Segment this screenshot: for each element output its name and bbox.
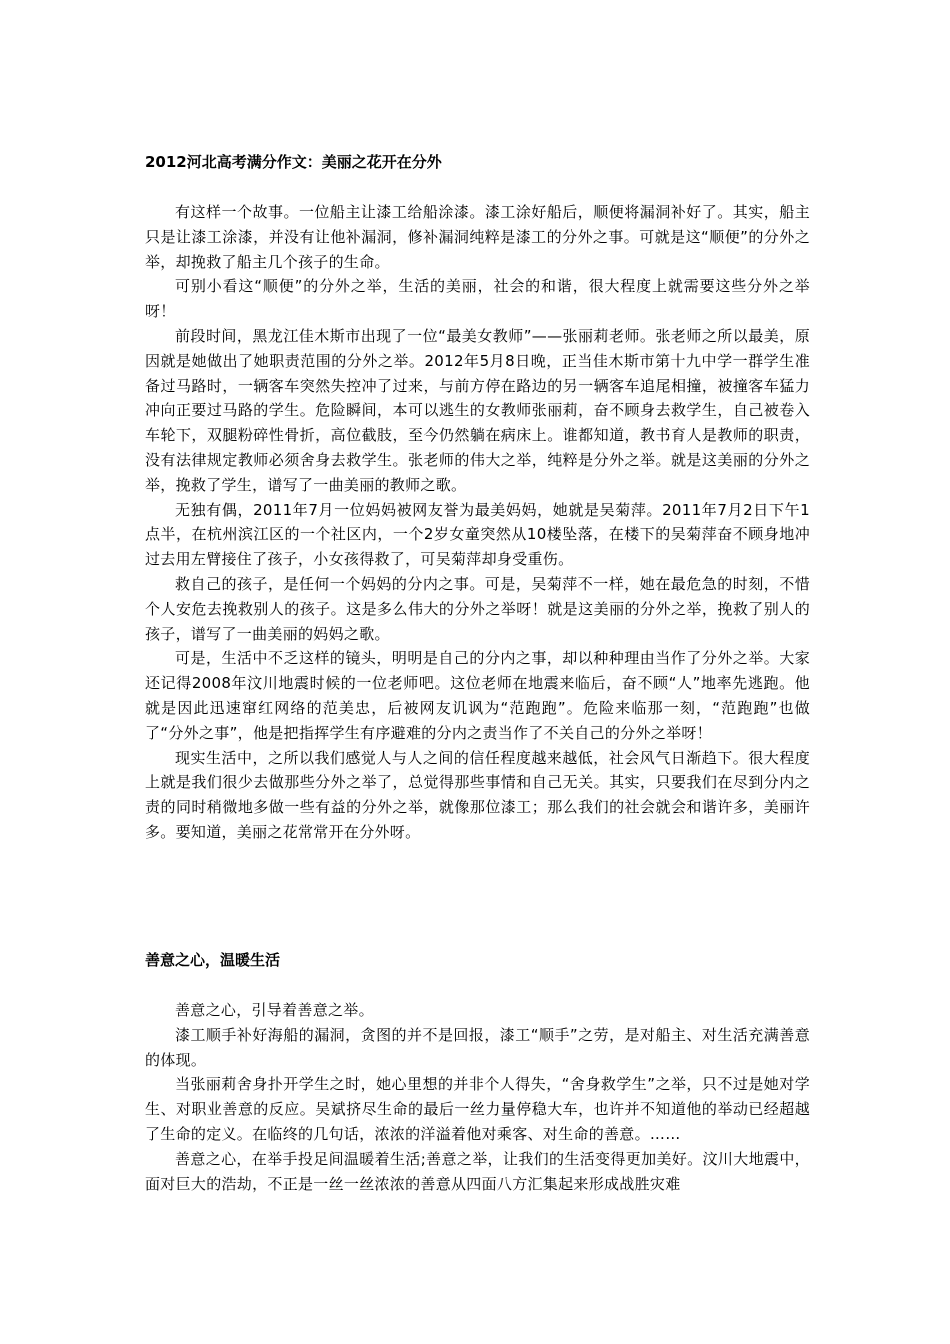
essay-1-paragraph-3: 前段时间，黑龙江佳木斯市出现了一位“最美女教师”——张丽莉老师。张老师之所以最美，原因就是她做出了她职责范围的分外之举。2012年5月8日晚，正当佳木斯市第十九中学一群学生准备过马路时，一辆客车突然失控冲了过来，与前方停在路边的另一辆客车追尾相撞，被撞客车猛力冲向正要过马路的学生。危险瞬间，本可以逃生的女教师张丽莉，奋不顾身去救学生，自己被卷入车轮下，双腿粉碎性骨折，高位截肢，至今仍然躺在病床上。谁都知道，教书育人是教师的职责，没有法律规定教师必须舍身去救学生。张老师的伟大之举，纯粹是分外之举。就是这美丽的分外之举，挽救了学生，谱写了一曲美丽的教师之歌。 — [145, 326, 810, 494]
essay-2-body — [145, 998, 810, 1196]
essay-2-paragraph-4: 善意之心，在举手投足间温暖着生活;善意之举，让我们的生活变得更加美好。汶川大地震中，面对巨大的浩劫，不正是一丝一丝浓浓的善意从四面八方汇集起来形成战胜灾难 — [145, 1149, 810, 1193]
essay-1-title: 2012河北高考满分作文：美丽之花开在分外 — [145, 153, 442, 171]
essay-1-paragraph-7: 现实生活中，之所以我们感觉人与人之间的信任程度越来越低，社会风气日渐趋下。很大程度上就是我们很少去做那些分外之举了，总觉得那些事情和自己无关。其实，只要我们在尽到分内之责的同时稍微地多做一些有益的分外之举，就像那位漆工；那么我们的社会就会和谐许多，美丽许多。要知道，美丽之花常常开在分外呀。 — [145, 748, 810, 841]
essay-2-paragraph-1: 善意之心，引导着善意之举。 — [175, 1001, 374, 1019]
essay-2-paragraph-2: 漆工顺手补好海船的漏洞，贪图的并不是回报，漆工“顺手”之劳，是对船主、对生活充满善意的体现。 — [145, 1025, 810, 1069]
essay-section-1 — [145, 150, 810, 845]
essay-2-paragraph-3: 当张丽莉舍身扑开学生之时，她心里想的并非个人得失，“舍身救学生”之举，只不过是她对学生、对职业善意的反应。吴斌挤尽生命的最后一丝力量停稳大车，也许并不知道他的举动已经超越了生命的定义。在临终的几句话，浓浓的洋溢着他对乘客、对生命的善意。…… — [145, 1075, 810, 1143]
essay-1-paragraph-2: 可别小看这“顺便”的分外之举，生活的美丽，社会的和谐，很大程度上就需要这些分外之举呀！ — [145, 277, 810, 321]
essay-1-body — [145, 200, 810, 845]
essay-2-title: 善意之心，温暖生活 — [145, 951, 281, 969]
essay-1-paragraph-4: 无独有偶，2011年7月一位妈妈被网友誉为最美妈妈，她就是吴菊萍。2011年7月2日下午1点半，在杭州滨江区的一个社区内，一个2岁女童突然从10楼坠落，在楼下的吴菊萍奋不顾身地冲过去用左臂接住了孩子，小女孩得救了，可吴菊萍却身受重伤。 — [145, 500, 810, 569]
essay-1-paragraph-6: 可是，生活中不乏这样的镜头，明明是自己的分内之事，却以种种理由当作了分外之举。大家还记得2008年汶川地震时候的一位老师吧。这位老师在地震来临后，奋不顾“人”地率先逃跑。他就是因此迅速窜红网络的范美忠，后被网友讥讽为“范跑跑”。危险来临那一刻，“范跑跑”也做了“分外之事”，他是把指挥学生有序避难的分内之责当作了不关自己的分外之举呀！ — [145, 649, 810, 742]
essay-section-2 — [145, 948, 810, 1196]
essay-1-paragraph-5: 救自己的孩子，是任何一个妈妈的分内之事。可是，吴菊萍不一样，她在最危急的时刻，不惜个人安危去挽救别人的孩子。这是多么伟大的分外之举呀！就是这美丽的分外之举，挽救了别人的孩子，谱写了一曲美丽的妈妈之歌。 — [145, 574, 810, 643]
essay-1-paragraph-1: 有这样一个故事。一位船主让漆工给船涂漆。漆工涂好船后，顺便将漏洞补好了。其实，船主只是让漆工涂漆，并没有让他补漏洞，修补漏洞纯粹是漆工的分外之事。可就是这“顺便”的分外之举，却挽救了船主几个孩子的生命。 — [145, 203, 810, 271]
